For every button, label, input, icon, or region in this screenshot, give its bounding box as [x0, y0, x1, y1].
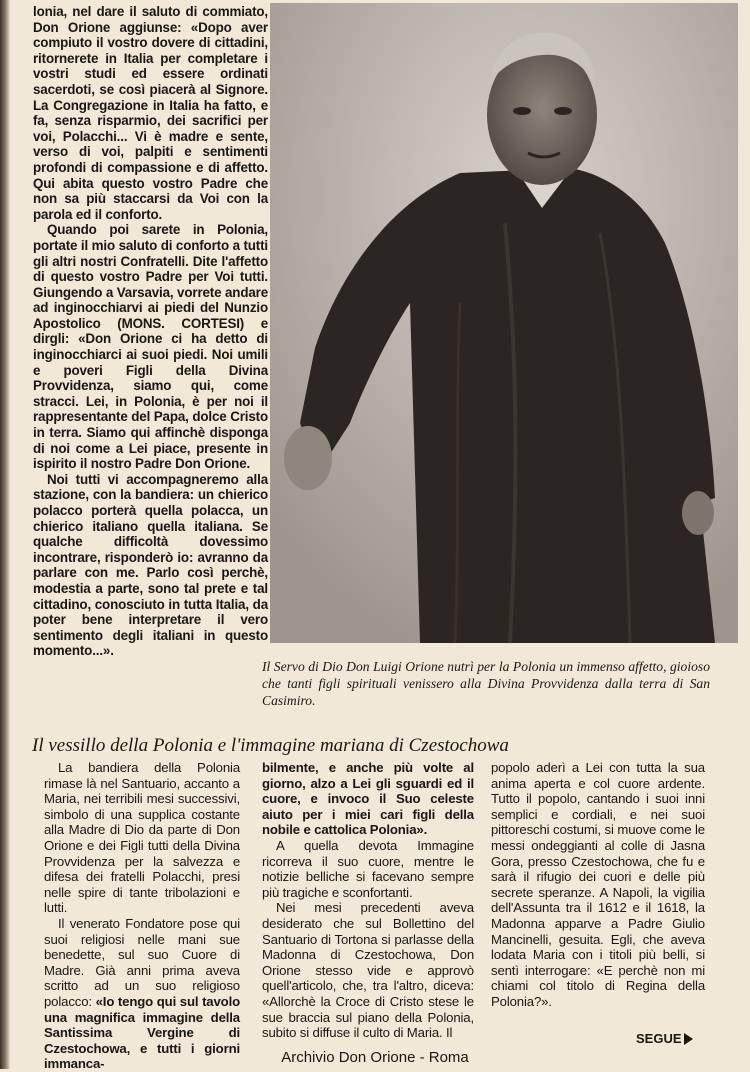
article-paragraph: lonia, nel dare il saluto di commiato, Don Orione aggiunse: «Dopo aver compiuto il vostro dovere di cittadini, ritornerete in Italia per completare i vostri studi ed essere ordinati sacerdoti, se così piacerà al Signore. La Congregazione in Italia ha fatto, e fa, senza risparmio, dei sacrifici per voi, Polacchi... Vi è madre e sente, verso di voi, palpiti e sentimenti profondi di compassione e di affetto. Qui abita questo vostro Padre che non sa più staccarsi da Voi con la parola ed il conforto.	[33, 4, 268, 222]
portrait-illustration	[270, 3, 738, 643]
archive-footer: Archivio Don Orione - Roma	[281, 1049, 469, 1066]
continue-label: SEGUE	[636, 1031, 682, 1046]
article-column-3	[491, 760, 705, 1040]
article-paragraph: popolo aderì a Lei con tutta la sua anima aperta e col cuore ardente. Tutto il popolo, cantando i suoi inni semplici e cordiali, e nei suoi pittoreschi costumi, si muove come le messi ondeggianti al colle di Jasna Gora, presso Czestochowa, che fu e sarà il rifugio dei cuori e delle più secrete speranze. A Napoli, la vigilia dell'Assunta tra il 1612 e il 1618, la Madonna apparve a Padre Giulio Mancinelli, gesuita. Egli, che aveva lodata Maria con i titoli più belli, si sentì interrogare: «E perchè non mi chiami col titolo di Regina della Polonia?».	[491, 760, 705, 1009]
article-paragraph: La bandiera della Polonia rimase là nel Santuario, accanto a Maria, nei terribili mesi successivi, simbolo di una supplica costante alla Madre di Dio da parte di Don Orione e dei Figli tutti della Divina Provvidenza per la salvezza e difesa dei fratelli Polacchi, presi nelle spire di tante tribolazioni e lutti.	[44, 760, 240, 916]
portrait-photo	[270, 3, 738, 643]
quote-text: bilmente, e anche più volte al giorno, alzo a Lei gli sguardi ed il cuore, e invoco il Suo celeste aiuto per i miei cari figli della nobile e cattolica Polonia».	[262, 760, 474, 838]
article-top-column	[33, 4, 268, 716]
article-paragraph: Nei mesi precedenti aveva desiderato che sul Bollettino del Santuario di Tortona si parlasse della Madonna di Czestochowa, Don Orione stesso vide e approvò quell'articolo, che, tra l'altro, diceva: «Allorchè la Croce di Cristo stese le sue braccia sul piano della Polonia, subito si diffuse il culto di Maria. Il	[262, 900, 474, 1041]
quote-text: «Io tengo qui sul tavolo una magnifica immagine della Santissima Vergine di Czestochowa, e tutti i giorni immanca-	[44, 993, 241, 1072]
article-column-2	[262, 760, 474, 1040]
photo-caption: Il Servo di Dio Don Luigi Orione nutrì per la Polonia un immenso affetto, gioioso che tanti figli spirituali venissero alla Divina Provvidenza dalla terra di San Casimiro.	[262, 659, 710, 708]
article-column-1	[44, 760, 241, 1072]
page-binding-edge	[0, 0, 10, 1069]
continue-marker	[636, 1031, 693, 1046]
arrow-right-icon	[684, 1033, 693, 1045]
paragraph-text: Il venerato Fondatore pose qui suoi religiosi nelle mani sue benedette, sul suo Cuore di Madre. Già anni prima aveva scritto ad un suo religioso polacco:	[44, 915, 240, 1009]
article-paragraph: A quella devota Immagine ricorreva il suo cuore, mentre le notizie belliche si facevano sempre più tragiche e sconfortanti.	[262, 837, 474, 900]
article-paragraph: Noi tutti vi accompagneremo alla stazione, con la bandiera: un chierico polacco porterà quella polacca, un chierico italiano quella italiana. Se qualche difficoltà dovessimo incontrare, risponderò io: avranno da parlare con me. Parlo così perchè, modestia a parte, sono tal prete e tal cittadino, conosciuto in tutta Italia, da poter bene interpretare il vero sentimento degli italiani in questo momento...».	[33, 471, 268, 659]
article-paragraph: Quando poi sarete in Polonia, portate il mio saluto di conforto a tutti gli altri nostri Confratelli. Dite l'affetto di questo vostro Padre per Voi tutti. Giungendo a Varsavia, vorrete andare ad inginocchiarvi ai piedi del Nunzio Apostolico (MONS. CORTESI) e dirgli: «Don Orione ci ha detto di inginocchiarci ai suoi piedi. Noi umili e poveri Figli della Divina Provvidenza, siamo qui, come stracci. Lei, in Polonia, è per noi il rappresentante del Papa, dolce Cristo in terra. Siamo qui affinchè disponga di noi come a Lei piace, presente in ispirito il nostro Padre Don Orione.	[33, 222, 268, 472]
section-title: Il vessillo della Polonia e l'immagine mariana di Czestochowa	[32, 735, 509, 756]
